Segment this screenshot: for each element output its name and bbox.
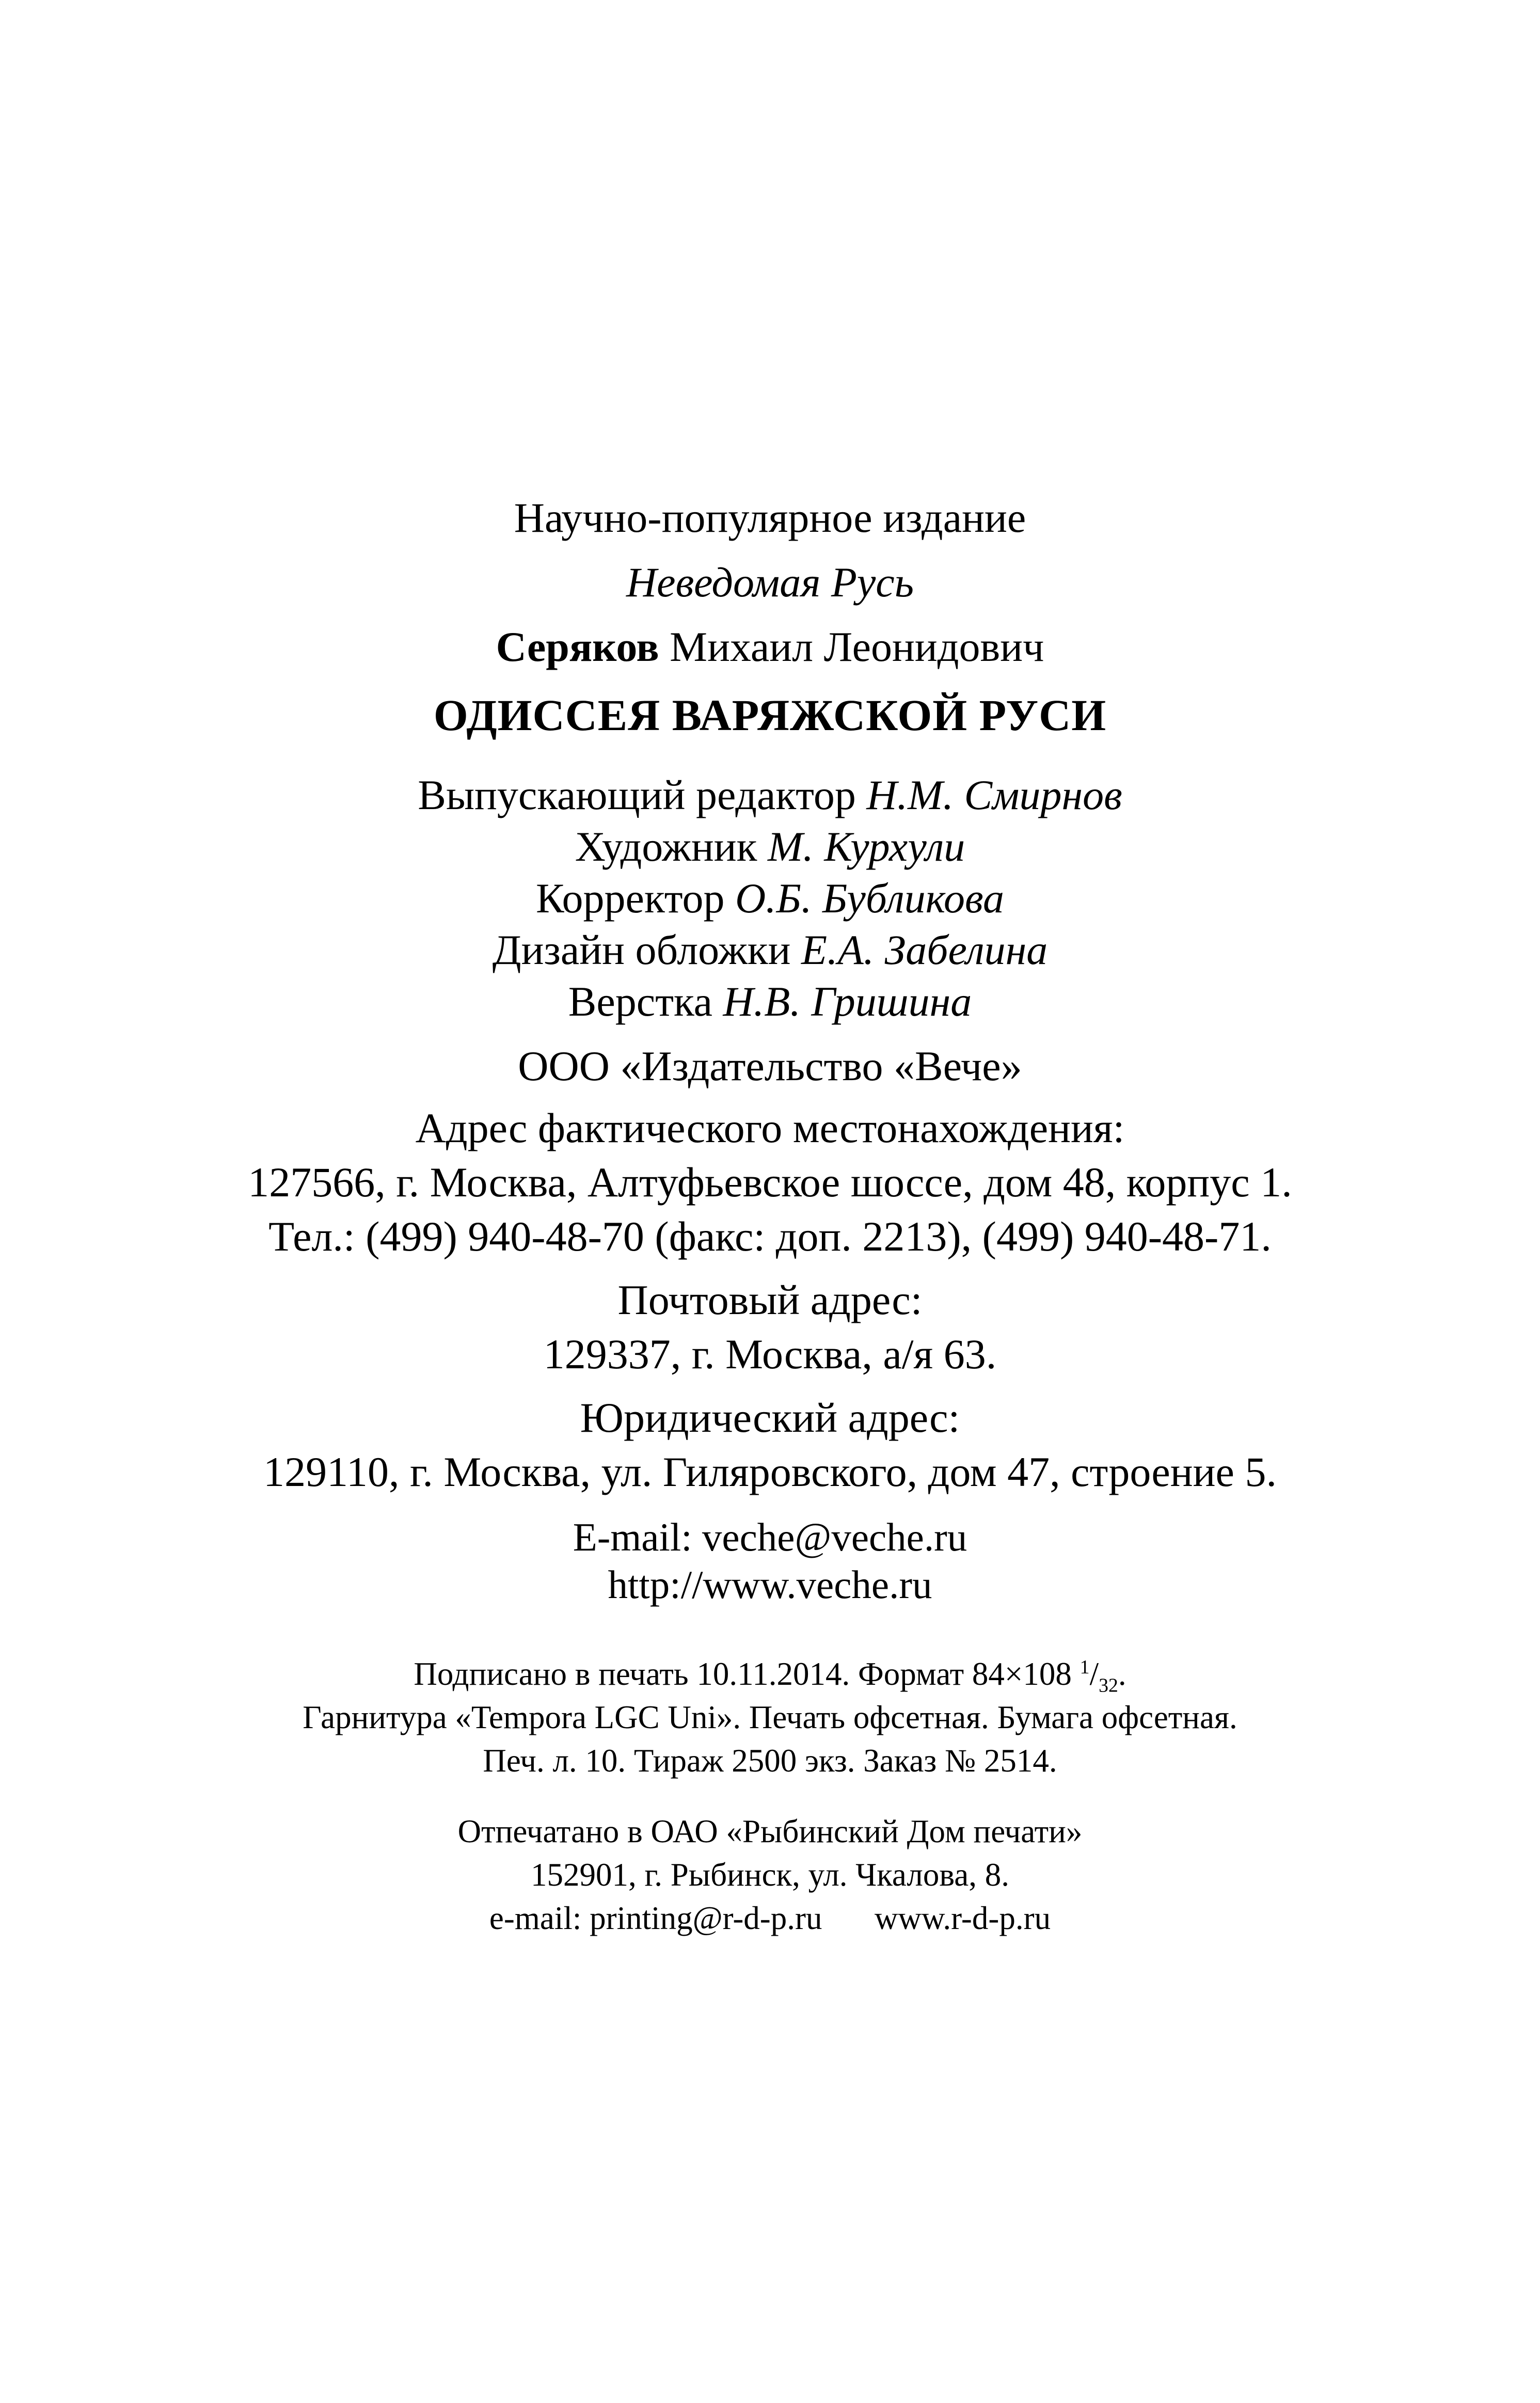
print-info-line-1: Подписано в печать 10.11.2014. Формат 84×108 $^1/_{32}$. bbox=[414, 1656, 1126, 1697]
print-info-suffix: . bbox=[1118, 1656, 1126, 1692]
print-info-line-3: Печ. л. 10. Тираж 2500 экз. Заказ № 2514. bbox=[483, 1743, 1057, 1779]
credit-person: М. Курхули bbox=[768, 823, 965, 870]
legal-label: Юридический адрес: bbox=[580, 1394, 960, 1441]
credit-role: Художник bbox=[575, 823, 757, 870]
printer-line-2: 152901, г. Рыбинск, ул. Чкалова, 8. bbox=[530, 1857, 1009, 1893]
format-fraction-num: 1 bbox=[1079, 1656, 1090, 1678]
book-title: ОДИССЕЯ ВАРЯЖСКОЙ РУСИ bbox=[433, 690, 1107, 740]
credit-line bbox=[0, 976, 1540, 1027]
print-info-prefix: Подписано в печать 10.11.2014. Формат 84×108 bbox=[414, 1656, 1080, 1692]
series-block bbox=[0, 485, 1540, 751]
printer-line-3 bbox=[0, 1896, 1540, 1940]
printer-block bbox=[0, 1810, 1540, 1940]
actual-address-label: Адрес фактического местонахождения: bbox=[415, 1104, 1125, 1151]
credit-role: Дизайн обложки bbox=[492, 926, 791, 973]
credit-person: Н.В. Гришина bbox=[723, 978, 972, 1025]
postal-address: 129337, г. Москва, а/я 63. bbox=[543, 1331, 997, 1378]
credit-role: Верстка bbox=[568, 978, 713, 1025]
credit-person: Н.М. Смирнов bbox=[866, 771, 1122, 818]
credit-person: О.Б. Бубликова bbox=[735, 875, 1005, 922]
printer-email: e-mail: printing@r-d-p.ru bbox=[489, 1900, 822, 1936]
printer-site: www.r-d-p.ru bbox=[875, 1900, 1051, 1936]
publisher-block bbox=[0, 1038, 1540, 1608]
author-name: Михаил Леонидович bbox=[670, 623, 1044, 670]
website: http://www.veche.ru bbox=[608, 1562, 932, 1607]
publisher-name: ООО «Издательство «Вече» bbox=[518, 1042, 1022, 1089]
print-info-block bbox=[0, 1652, 1540, 1782]
credit-line bbox=[0, 873, 1540, 924]
genre-line: Научно-популярное издание bbox=[514, 494, 1026, 541]
credit-role: Выпускающий редактор bbox=[418, 771, 856, 818]
credit-person: Е.А. Забелина bbox=[801, 926, 1048, 973]
author-line bbox=[0, 614, 1540, 679]
credits-block bbox=[0, 769, 1540, 1027]
credit-line bbox=[0, 769, 1540, 821]
legal-address: 129110, г. Москва, ул. Гиляровского, дом 47, строение 5. bbox=[263, 1448, 1277, 1495]
series-line: Неведомая Русь bbox=[626, 559, 914, 606]
format-fraction-den: 32 bbox=[1099, 1674, 1118, 1697]
printer-line-1: Отпечатано в ОАО «Рыбинский Дом печати» bbox=[457, 1813, 1083, 1849]
postal-label: Почтовый адрес: bbox=[617, 1276, 923, 1323]
credit-role: Корректор bbox=[535, 875, 725, 922]
credit-line bbox=[0, 821, 1540, 873]
author-surname: Серяков bbox=[496, 623, 659, 670]
email: E-mail: veche@veche.ru bbox=[573, 1515, 967, 1559]
credit-line bbox=[0, 924, 1540, 976]
actual-address: 127566, г. Москва, Алтуфьевское шоссе, дом 48, корпус 1. bbox=[248, 1159, 1292, 1206]
print-info-line-2: Гарнитура «Tempora LGC Uni». Печать офсетная. Бумага офсетная. bbox=[303, 1699, 1237, 1735]
phones: Тел.: (499) 940-48-70 (факс: доп. 2213), (499) 940-48-71. bbox=[268, 1213, 1272, 1260]
